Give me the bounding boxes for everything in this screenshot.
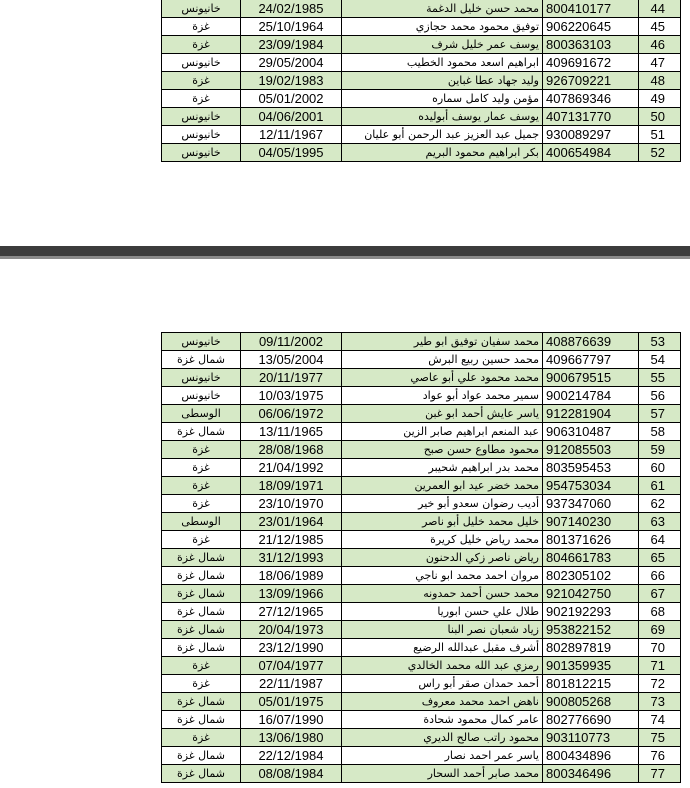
table-row — [162, 657, 681, 675]
cell-governorate: شمال غزة — [162, 711, 241, 729]
table-row — [162, 333, 681, 351]
cell-name: رياض ناصر زكي الدحنون — [342, 549, 543, 567]
cell-birth-date: 24/02/1985 — [241, 0, 342, 18]
cell-governorate: خانيونس — [162, 54, 241, 72]
cell-birth-date: 22/12/1984 — [241, 747, 342, 765]
cell-birth-date: 10/03/1975 — [241, 387, 342, 405]
cell-birth-date: 16/07/1990 — [241, 711, 342, 729]
cell-name: محمد سفيان توفيق ابو طير — [342, 333, 543, 351]
cell-row-number: 47 — [639, 54, 681, 72]
table-row — [162, 513, 681, 531]
cell-row-number: 46 — [639, 36, 681, 54]
cell-id-number: 801812215 — [543, 675, 639, 693]
cell-governorate: خانيونس — [162, 126, 241, 144]
cell-name: ناهض احمد محمد معروف — [342, 693, 543, 711]
cell-governorate: غزة — [162, 36, 241, 54]
table-row — [162, 405, 681, 423]
cell-id-number: 802776690 — [543, 711, 639, 729]
table-row — [162, 585, 681, 603]
cell-governorate: غزة — [162, 18, 241, 36]
table-row — [162, 495, 681, 513]
cell-name: أحمد حمدان صقر أبو راس — [342, 675, 543, 693]
cell-row-number: 52 — [639, 144, 681, 162]
cell-birth-date: 23/01/1964 — [241, 513, 342, 531]
table-row — [162, 603, 681, 621]
cell-governorate: شمال غزة — [162, 603, 241, 621]
table-row — [162, 72, 681, 90]
table-top-section — [161, 0, 680, 162]
cell-birth-date: 09/11/2002 — [241, 333, 342, 351]
cell-name: محمد رياض خليل كريرة — [342, 531, 543, 549]
table-row — [162, 387, 681, 405]
table-row — [162, 0, 681, 18]
table-row — [162, 639, 681, 657]
cell-name: وليد جهاد عطا غباين — [342, 72, 543, 90]
cell-birth-date: 20/11/1977 — [241, 369, 342, 387]
cell-name: مؤمن وليد كامل سماره — [342, 90, 543, 108]
cell-birth-date: 19/02/1983 — [241, 72, 342, 90]
cell-name: يوسف عمار يوسف أبوليده — [342, 108, 543, 126]
cell-id-number: 901359935 — [543, 657, 639, 675]
cell-governorate: خانيونس — [162, 333, 241, 351]
cell-birth-date: 04/06/2001 — [241, 108, 342, 126]
cell-governorate: شمال غزة — [162, 351, 241, 369]
cell-governorate: شمال غزة — [162, 549, 241, 567]
table-row — [162, 531, 681, 549]
cell-row-number: 54 — [639, 351, 681, 369]
cell-birth-date: 13/06/1980 — [241, 729, 342, 747]
cell-name: مروان احمد محمد ابو ناجي — [342, 567, 543, 585]
table-row — [162, 711, 681, 729]
cell-birth-date: 23/09/1984 — [241, 36, 342, 54]
cell-birth-date: 04/05/1995 — [241, 144, 342, 162]
page-divider — [0, 246, 690, 259]
cell-row-number: 65 — [639, 549, 681, 567]
cell-row-number: 58 — [639, 423, 681, 441]
cell-row-number: 45 — [639, 18, 681, 36]
cell-name: رمزي عبد الله محمد الخالدي — [342, 657, 543, 675]
cell-governorate: خانيونس — [162, 387, 241, 405]
cell-governorate: غزة — [162, 477, 241, 495]
cell-row-number: 55 — [639, 369, 681, 387]
cell-row-number: 75 — [639, 729, 681, 747]
cell-birth-date: 29/05/2004 — [241, 54, 342, 72]
cell-birth-date: 25/10/1964 — [241, 18, 342, 36]
cell-id-number: 409691672 — [543, 54, 639, 72]
cell-birth-date: 13/11/1965 — [241, 423, 342, 441]
cell-governorate: غزة — [162, 675, 241, 693]
cell-name: زياد شعبان نصر البنا — [342, 621, 543, 639]
cell-birth-date: 18/09/1971 — [241, 477, 342, 495]
cell-birth-date: 28/08/1968 — [241, 441, 342, 459]
cell-governorate: غزة — [162, 495, 241, 513]
cell-governorate: غزة — [162, 531, 241, 549]
cell-governorate: غزة — [162, 72, 241, 90]
cell-birth-date: 21/04/1992 — [241, 459, 342, 477]
cell-governorate: شمال غزة — [162, 693, 241, 711]
cell-name: ياسر عايش أحمد ابو غبن — [342, 405, 543, 423]
cell-name: محمد حسين ربيع البرش — [342, 351, 543, 369]
cell-row-number: 60 — [639, 459, 681, 477]
table-row — [162, 423, 681, 441]
cell-id-number: 800434896 — [543, 747, 639, 765]
cell-row-number: 74 — [639, 711, 681, 729]
cell-id-number: 930089297 — [543, 126, 639, 144]
table-row — [162, 126, 681, 144]
cell-birth-date: 06/06/1972 — [241, 405, 342, 423]
cell-birth-date: 20/04/1973 — [241, 621, 342, 639]
cell-row-number: 68 — [639, 603, 681, 621]
table-row — [162, 351, 681, 369]
cell-row-number: 73 — [639, 693, 681, 711]
cell-governorate: شمال غزة — [162, 621, 241, 639]
cell-birth-date: 12/11/1967 — [241, 126, 342, 144]
table-row — [162, 459, 681, 477]
cell-name: محمد خضر عيد ابو العمرين — [342, 477, 543, 495]
table-row — [162, 549, 681, 567]
cell-row-number: 57 — [639, 405, 681, 423]
cell-row-number: 49 — [639, 90, 681, 108]
cell-id-number: 407869346 — [543, 90, 639, 108]
cell-governorate: شمال غزة — [162, 747, 241, 765]
table-row — [162, 441, 681, 459]
cell-row-number: 48 — [639, 72, 681, 90]
cell-row-number: 64 — [639, 531, 681, 549]
cell-row-number: 76 — [639, 747, 681, 765]
cell-row-number: 44 — [639, 0, 681, 18]
table-row — [162, 675, 681, 693]
cell-id-number: 409667797 — [543, 351, 639, 369]
cell-name: ابراهيم اسعد محمود الخطيب — [342, 54, 543, 72]
table-row — [162, 477, 681, 495]
cell-birth-date: 07/04/1977 — [241, 657, 342, 675]
roster-table-top — [161, 0, 681, 162]
cell-id-number: 926709221 — [543, 72, 639, 90]
cell-id-number: 954753034 — [543, 477, 639, 495]
cell-birth-date: 08/08/1984 — [241, 765, 342, 783]
roster-table-bottom — [161, 332, 681, 783]
cell-birth-date: 21/12/1985 — [241, 531, 342, 549]
cell-name: محمد حسن خليل الدغمة — [342, 0, 543, 18]
cell-id-number: 907140230 — [543, 513, 639, 531]
cell-governorate: غزة — [162, 657, 241, 675]
table-row — [162, 369, 681, 387]
cell-row-number: 77 — [639, 765, 681, 783]
table-row — [162, 36, 681, 54]
cell-name: سمير محمد عواد أبو عواد — [342, 387, 543, 405]
cell-birth-date: 13/09/1966 — [241, 585, 342, 603]
cell-governorate: غزة — [162, 459, 241, 477]
cell-id-number: 800346496 — [543, 765, 639, 783]
cell-birth-date: 18/06/1989 — [241, 567, 342, 585]
cell-name: جميل عبد العزيز عبد الرحمن أبو عليان — [342, 126, 543, 144]
cell-id-number: 800410177 — [543, 0, 639, 18]
cell-id-number: 900805268 — [543, 693, 639, 711]
cell-governorate: شمال غزة — [162, 639, 241, 657]
cell-name: توفيق محمود محمد حجازي — [342, 18, 543, 36]
cell-name: أشرف مقبل عبدالله الرضيع — [342, 639, 543, 657]
cell-row-number: 71 — [639, 657, 681, 675]
cell-governorate: شمال غزة — [162, 423, 241, 441]
cell-birth-date: 05/01/1975 — [241, 693, 342, 711]
cell-name: محمد صابر أحمد السحار — [342, 765, 543, 783]
cell-governorate: شمال غزة — [162, 765, 241, 783]
cell-id-number: 953822152 — [543, 621, 639, 639]
cell-row-number: 66 — [639, 567, 681, 585]
cell-id-number: 906310487 — [543, 423, 639, 441]
cell-id-number: 900214784 — [543, 387, 639, 405]
cell-name: بكر ابراهيم محمود البريم — [342, 144, 543, 162]
cell-row-number: 53 — [639, 333, 681, 351]
cell-name: أديب رضوان سعدو أبو خير — [342, 495, 543, 513]
cell-name: محمد بدر ابراهيم شحيبر — [342, 459, 543, 477]
cell-id-number: 803595453 — [543, 459, 639, 477]
cell-governorate: شمال غزة — [162, 585, 241, 603]
cell-row-number: 50 — [639, 108, 681, 126]
cell-name: ياسر عمر احمد نصار — [342, 747, 543, 765]
table-row — [162, 693, 681, 711]
cell-row-number: 72 — [639, 675, 681, 693]
table-row — [162, 729, 681, 747]
table-row — [162, 567, 681, 585]
cell-birth-date: 23/12/1990 — [241, 639, 342, 657]
cell-row-number: 63 — [639, 513, 681, 531]
table-row — [162, 54, 681, 72]
cell-governorate: الوسطى — [162, 513, 241, 531]
cell-governorate: الوسطى — [162, 405, 241, 423]
table-row — [162, 144, 681, 162]
cell-birth-date: 13/05/2004 — [241, 351, 342, 369]
cell-birth-date: 27/12/1965 — [241, 603, 342, 621]
cell-name: خليل محمد خليل أبو ناصر — [342, 513, 543, 531]
table-row — [162, 18, 681, 36]
cell-id-number: 804661783 — [543, 549, 639, 567]
cell-name: يوسف عمر خليل شرف — [342, 36, 543, 54]
cell-governorate: غزة — [162, 441, 241, 459]
cell-id-number: 921042750 — [543, 585, 639, 603]
table-row — [162, 621, 681, 639]
cell-row-number: 69 — [639, 621, 681, 639]
cell-governorate: شمال غزة — [162, 567, 241, 585]
cell-birth-date: 31/12/1993 — [241, 549, 342, 567]
table-bottom-section — [161, 332, 680, 783]
cell-birth-date: 05/01/2002 — [241, 90, 342, 108]
cell-name: طلال علي حسن ابوريا — [342, 603, 543, 621]
cell-governorate: خانيونس — [162, 108, 241, 126]
table-row — [162, 765, 681, 783]
cell-row-number: 56 — [639, 387, 681, 405]
cell-governorate: غزة — [162, 729, 241, 747]
cell-row-number: 62 — [639, 495, 681, 513]
cell-id-number: 903110773 — [543, 729, 639, 747]
cell-row-number: 61 — [639, 477, 681, 495]
cell-governorate: غزة — [162, 90, 241, 108]
cell-birth-date: 23/10/1970 — [241, 495, 342, 513]
cell-governorate: خانيونس — [162, 144, 241, 162]
cell-id-number: 906220645 — [543, 18, 639, 36]
cell-id-number: 407131770 — [543, 108, 639, 126]
cell-name: محمد محمود علي أبو عاصي — [342, 369, 543, 387]
cell-id-number: 900679515 — [543, 369, 639, 387]
table-row — [162, 747, 681, 765]
cell-row-number: 70 — [639, 639, 681, 657]
cell-id-number: 802305102 — [543, 567, 639, 585]
table-row — [162, 108, 681, 126]
cell-name: محمود مطاوع حسن صبح — [342, 441, 543, 459]
cell-row-number: 59 — [639, 441, 681, 459]
cell-id-number: 408876639 — [543, 333, 639, 351]
cell-id-number: 912085503 — [543, 441, 639, 459]
cell-row-number: 67 — [639, 585, 681, 603]
cell-id-number: 800363103 — [543, 36, 639, 54]
cell-id-number: 400654984 — [543, 144, 639, 162]
cell-row-number: 51 — [639, 126, 681, 144]
cell-id-number: 912281904 — [543, 405, 639, 423]
cell-name: عبد المنعم ابراهيم صابر الزين — [342, 423, 543, 441]
cell-governorate: خانيونس — [162, 0, 241, 18]
cell-name: عامر كمال محمود شحادة — [342, 711, 543, 729]
cell-governorate: خانيونس — [162, 369, 241, 387]
cell-id-number: 801371626 — [543, 531, 639, 549]
cell-birth-date: 22/11/1987 — [241, 675, 342, 693]
cell-id-number: 937347060 — [543, 495, 639, 513]
table-row — [162, 90, 681, 108]
cell-name: محمود راتب صالح الديري — [342, 729, 543, 747]
cell-id-number: 802897819 — [543, 639, 639, 657]
cell-id-number: 902192293 — [543, 603, 639, 621]
cell-name: محمد حسن أحمد حمدونه — [342, 585, 543, 603]
